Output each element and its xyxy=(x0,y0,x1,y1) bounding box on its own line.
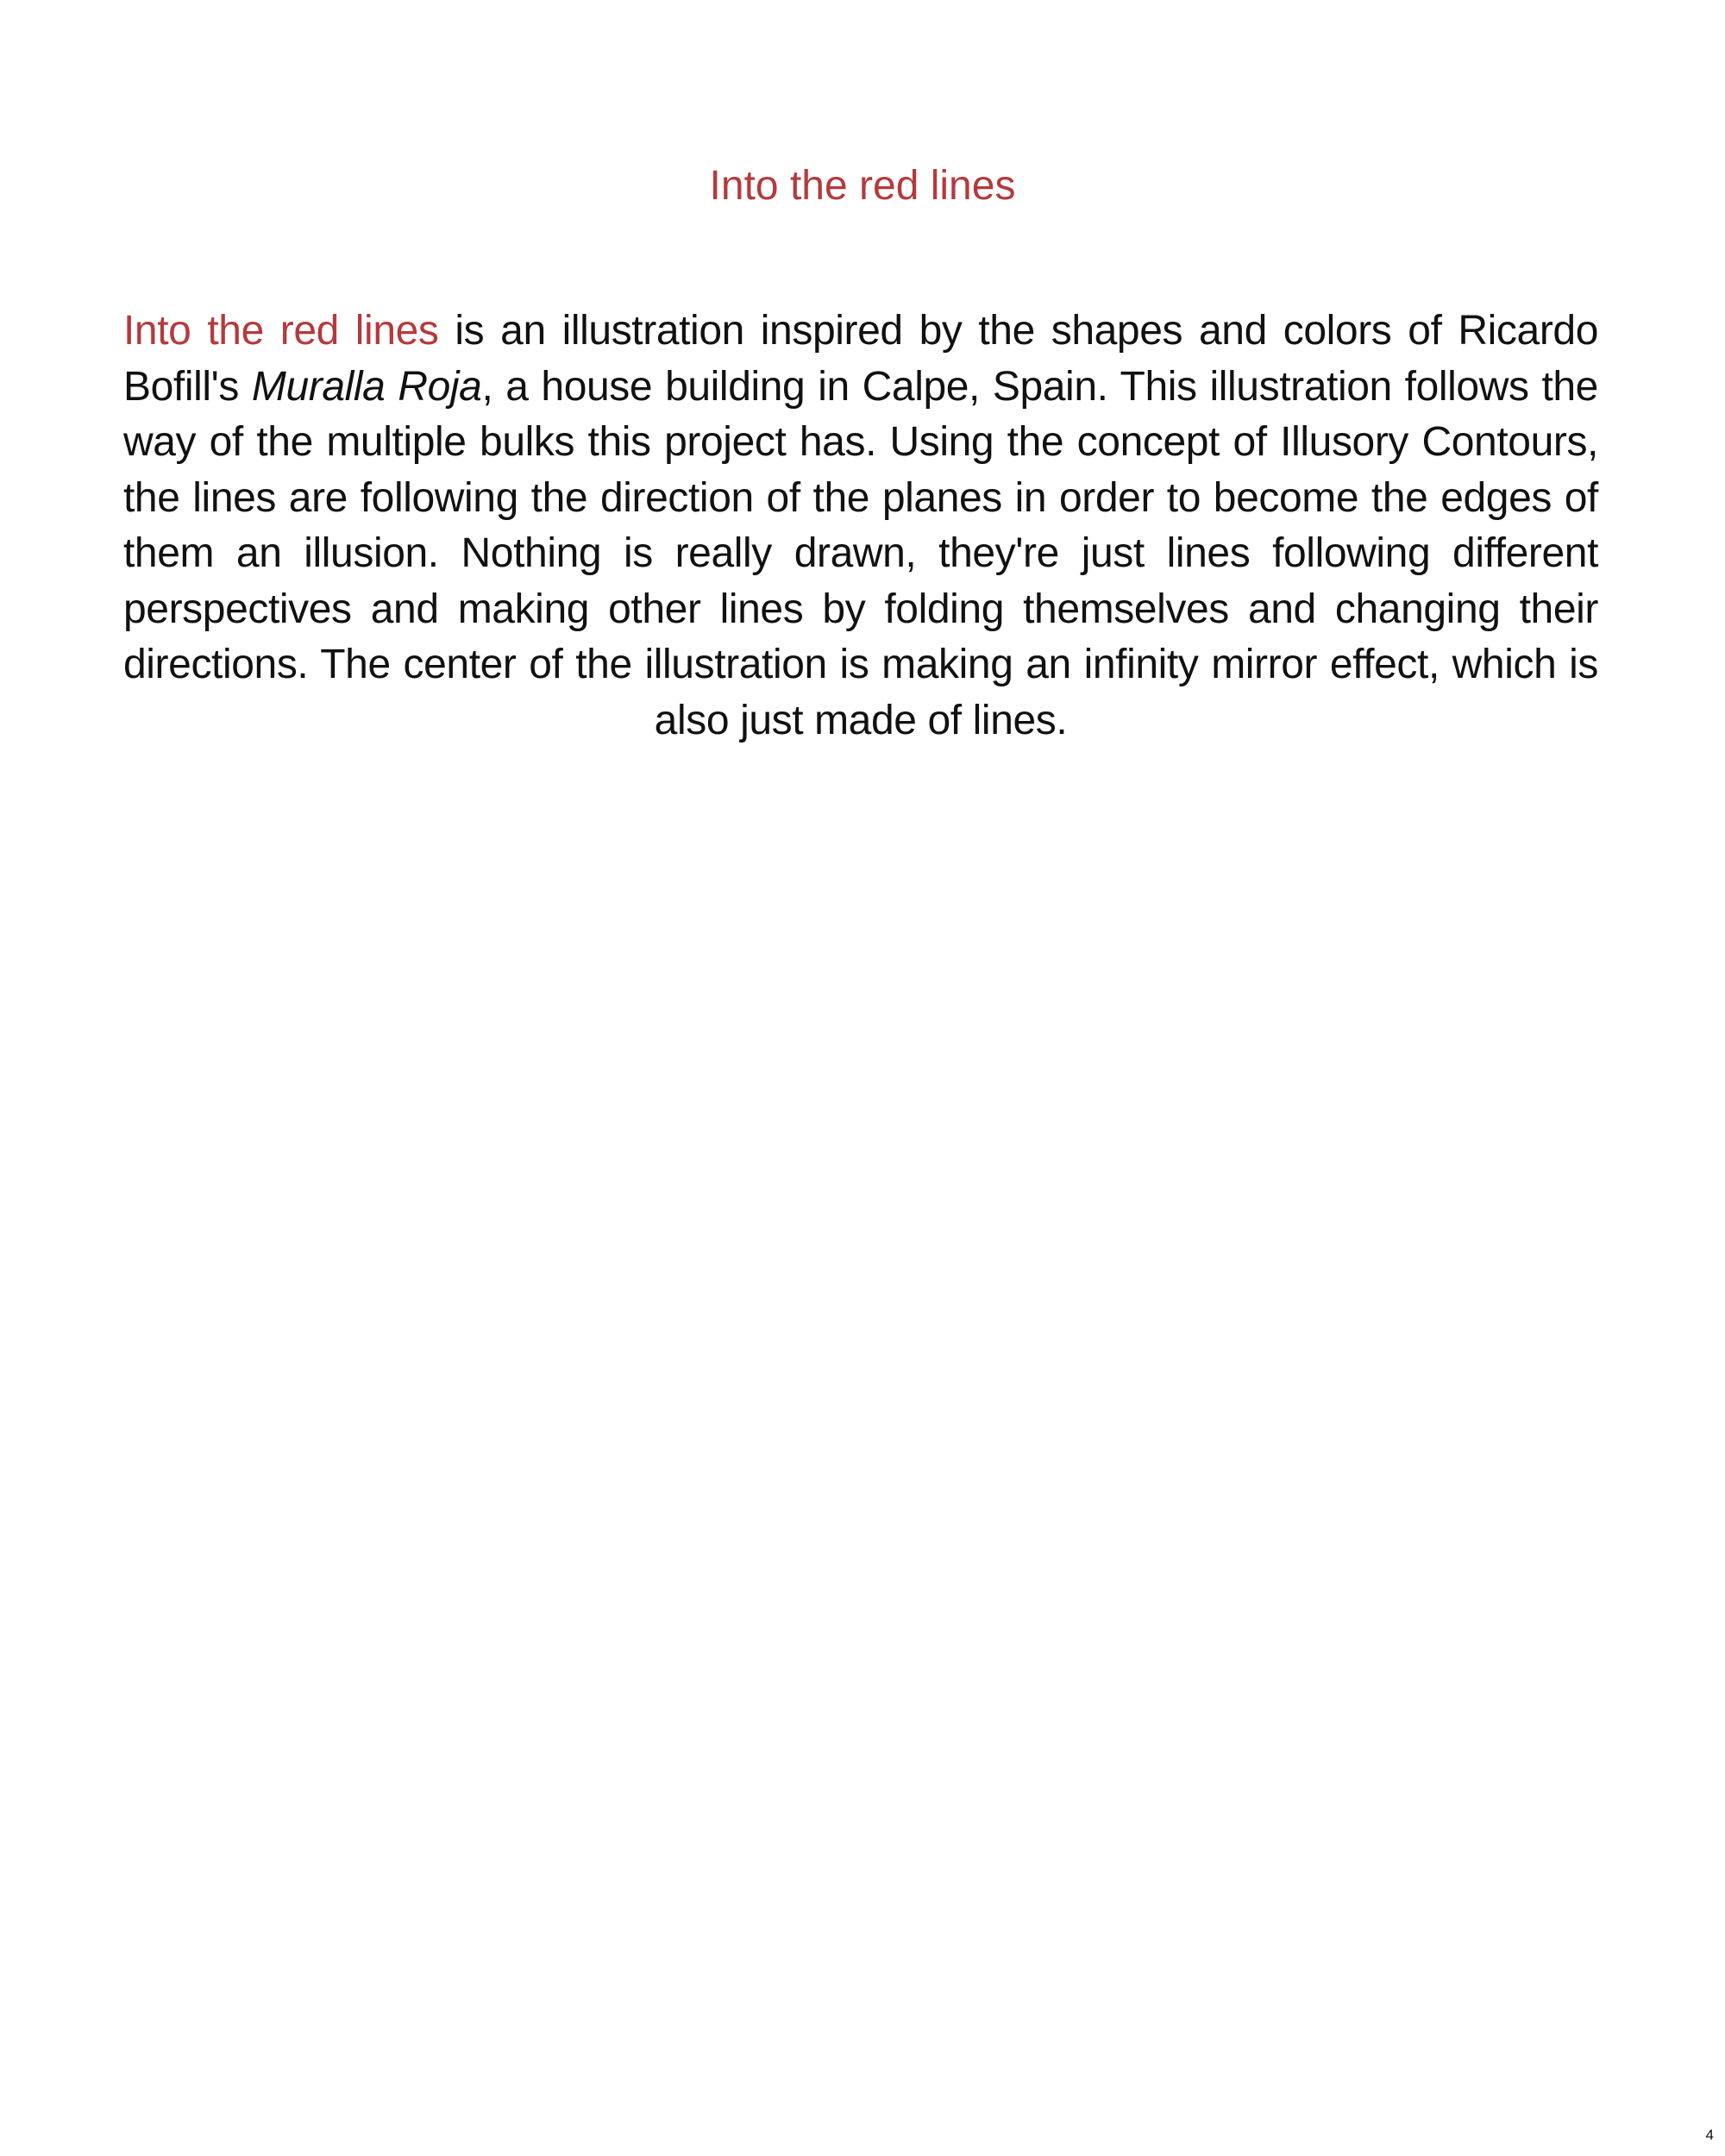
paragraph-text-part-1: is an illustration inspired by the shapes and colors of Ricardo Bofill's xyxy=(123,308,1598,410)
paragraph-lead-title: Into the red lines xyxy=(123,308,439,354)
paragraph-text-part-2: , a house building in Calpe, Spain. This illustration follows the way of the multiple bulks this project has. Using the concept of Illusory Contours, the lines are following the direction of the planes in order to become the edges of them an illusion. Nothing is really drawn, they're just lines following different perspectives and making other lines by folding themselves and changing their directions. The center of the illustration is making an infinity mirror effect, which is also just made of lines. xyxy=(123,363,1598,743)
description-paragraph xyxy=(123,304,1598,749)
page-number: 4 xyxy=(1705,2127,1714,2143)
building-name: Muralla Roja xyxy=(251,363,482,410)
page-title: Into the red lines xyxy=(709,163,1016,209)
